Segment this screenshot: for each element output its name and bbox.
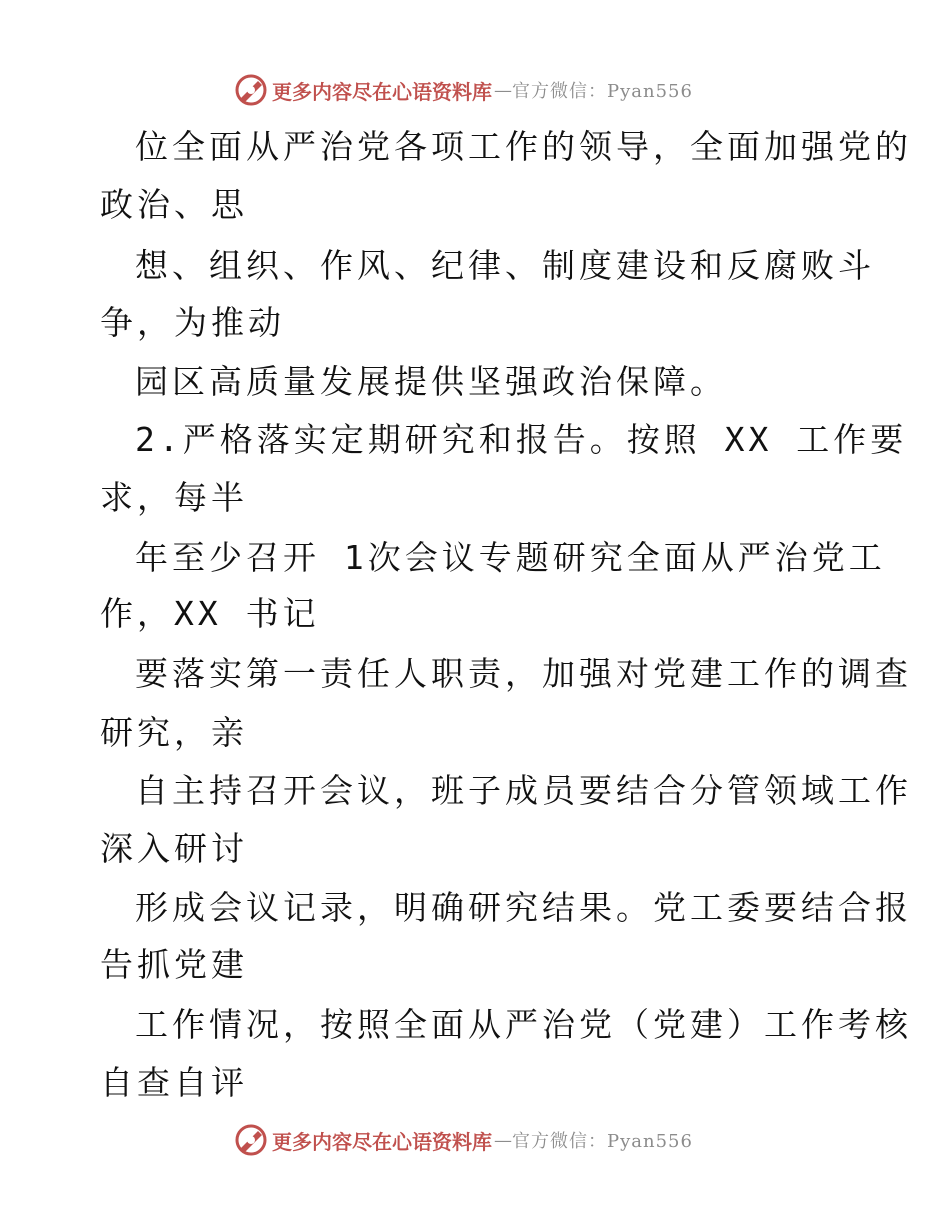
watermark-separator: — xyxy=(494,1129,512,1151)
paragraph-line: 政治、思 xyxy=(100,185,248,224)
paragraph-line: 求，每半 xyxy=(100,478,248,517)
watermark-separator: — xyxy=(494,79,512,101)
watermark-contact: 官方微信：Pyan556 xyxy=(512,81,693,102)
paragraph-line: 形成会议记录，明确研究结果。党工委要结合报 xyxy=(135,888,912,927)
paragraph-line: 自主持召开会议，班子成员要结合分管领域工作 xyxy=(135,771,912,810)
pen-in-circle-logo-icon xyxy=(234,73,268,107)
paragraph-line: 作，XX 书记 xyxy=(100,594,320,633)
paragraph-line: 要落实第一责任人职责，加强对党建工作的调查 xyxy=(135,654,912,693)
paragraph-line: 工作情况，按照全面从严治党（党建）工作考核 xyxy=(135,1005,912,1044)
paragraph-line: 园区高质量发展提供坚强政治保障。 xyxy=(135,362,727,401)
paragraph-line: 深入研讨 xyxy=(100,829,248,868)
paragraph-line: 自查自评 xyxy=(100,1063,248,1102)
watermark-contact: 官方微信：Pyan556 xyxy=(512,1131,693,1152)
paragraph-line: 位全面从严治党各项工作的领导，全面加强党的 xyxy=(135,127,912,166)
paragraph-line: 想、组织、作风、纪律、制度建设和反腐败斗 xyxy=(135,246,875,285)
watermark-text: 更多内容尽在心语资料库 xyxy=(272,79,492,104)
paragraph-line: 争，为推动 xyxy=(100,303,285,342)
paragraph-line: 研究，亲 xyxy=(100,713,248,752)
header-watermark-banner xyxy=(0,70,950,110)
watermark-text: 更多内容尽在心语资料库 xyxy=(272,1129,492,1154)
footer-watermark-banner xyxy=(0,1120,950,1160)
paragraph-line: 年至少召开 1次会议专题研究全面从严治党工 xyxy=(135,538,886,577)
paragraph-line: 告抓党建 xyxy=(100,945,248,984)
paragraph-line: 2.严格落实定期研究和报告。按照 XX 工作要 xyxy=(135,420,908,459)
pen-in-circle-logo-icon xyxy=(234,1123,268,1157)
